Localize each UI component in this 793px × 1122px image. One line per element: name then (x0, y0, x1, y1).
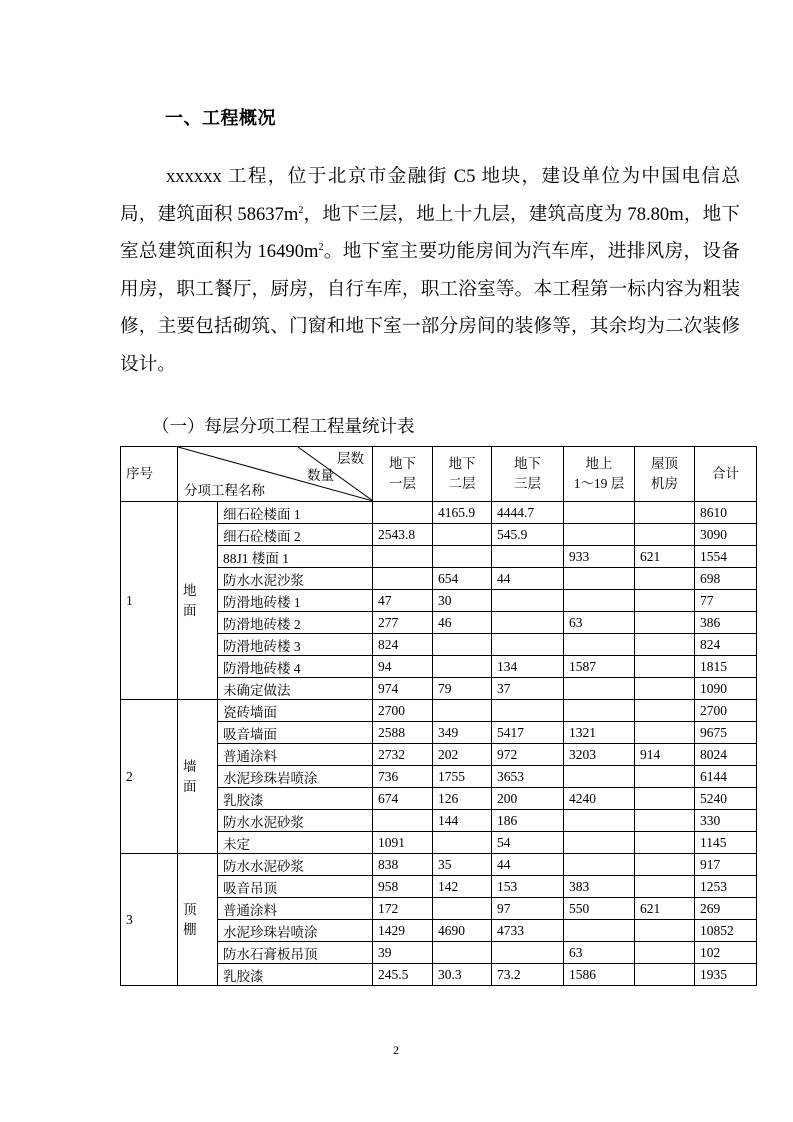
quantity-cell: 972 (492, 744, 564, 766)
quantity-cell: 30 (433, 590, 492, 612)
group-seq: 2 (121, 700, 178, 854)
quantity-cell (635, 612, 695, 634)
quantity-cell: 621 (635, 898, 695, 920)
quantity-cell (492, 590, 564, 612)
total-cell: 2700 (695, 700, 757, 722)
total-cell: 77 (695, 590, 757, 612)
quantity-cell (433, 524, 492, 546)
quantity-cell: 245.5 (373, 964, 433, 986)
item-name-cell: 细石砼楼面 1 (218, 502, 373, 524)
header-total: 合计 (695, 447, 757, 502)
item-name-cell: 防滑地砖楼 3 (218, 634, 373, 656)
quantity-cell (373, 546, 433, 568)
superscript: 2 (318, 242, 324, 254)
paragraph-text-3: 。地下室主要功能房间为汽车库，进排风房，设备用房，职工餐厅，厨房，自行车库，职工浴室等。本工程第一标内容为粗装修，主要包括砌筑、门窗和地下室一部分房间的装修等，其余均为二次装修设计。 (120, 241, 740, 375)
table-row (121, 854, 757, 876)
quantity-cell (635, 854, 695, 876)
item-name-cell: 防水水泥沙浆 (218, 568, 373, 590)
quantity-cell (635, 568, 695, 590)
quantity-cell: 933 (564, 546, 635, 568)
item-name-cell: 防滑地砖楼 2 (218, 612, 373, 634)
quantity-cell: 153 (492, 876, 564, 898)
quantity-cell (635, 832, 695, 854)
quantity-cell: 736 (373, 766, 433, 788)
quantity-cell: 2543.8 (373, 524, 433, 546)
quantity-cell (492, 546, 564, 568)
quantity-cell (635, 502, 695, 524)
quantity-cell (564, 634, 635, 656)
quantity-cell: 349 (433, 722, 492, 744)
header-b3: 地下 三层 (492, 447, 564, 502)
quantity-cell: 838 (373, 854, 433, 876)
superscript: 2 (298, 204, 304, 216)
quantity-cell (373, 568, 433, 590)
total-cell: 5240 (695, 788, 757, 810)
quantity-cell: 1091 (373, 832, 433, 854)
item-name-cell: 细石砼楼面 2 (218, 524, 373, 546)
quantity-cell: 1586 (564, 964, 635, 986)
quantity-cell: 44 (492, 568, 564, 590)
quantity-cell: 63 (564, 612, 635, 634)
total-cell: 8610 (695, 502, 757, 524)
quantity-cell (433, 546, 492, 568)
item-name-cell: 88J1 楼面 1 (218, 546, 373, 568)
quantity-cell (635, 810, 695, 832)
quantity-cell (492, 612, 564, 634)
quantity-cell: 4690 (433, 920, 492, 942)
quantity-cell: 2732 (373, 744, 433, 766)
quantity-cell: 35 (433, 854, 492, 876)
quantity-cell: 3203 (564, 744, 635, 766)
quantity-cell: 30.3 (433, 964, 492, 986)
header-b2: 地下 二层 (433, 447, 492, 502)
quantity-cell: 958 (373, 876, 433, 898)
quantity-cell (635, 788, 695, 810)
overview-paragraph (120, 158, 740, 384)
quantity-cell: 974 (373, 678, 433, 700)
quantity-cell (564, 502, 635, 524)
quantity-cell: 97 (492, 898, 564, 920)
header-roof-machine-room: 屋顶 机房 (635, 447, 695, 502)
item-name-cell: 普通涂料 (218, 898, 373, 920)
quantity-cell: 1321 (564, 722, 635, 744)
item-name-cell: 防滑地砖楼 1 (218, 590, 373, 612)
quantity-cell (635, 524, 695, 546)
total-cell: 917 (695, 854, 757, 876)
total-cell: 3090 (695, 524, 757, 546)
quantity-cell: 383 (564, 876, 635, 898)
quantity-cell (492, 634, 564, 656)
total-cell: 9675 (695, 722, 757, 744)
quantity-cell: 94 (373, 656, 433, 678)
quantity-cell (635, 876, 695, 898)
total-cell: 1815 (695, 656, 757, 678)
quantity-cell (564, 832, 635, 854)
paragraph-text-1: xxxxxx 工程，位于北京市金融街 C5 地块，建设单位为中国电信总局，建筑面积 58637m (120, 166, 740, 225)
paragraph-text-2: ，地下三层，地上十九层，建筑高度为 78.80m，地下室总建筑面积为 16490m (120, 203, 740, 263)
header-item-name-label: 分项工程名称 (184, 483, 265, 498)
quantity-cell: 550 (564, 898, 635, 920)
group-category: 墙 面 (178, 700, 218, 854)
table-row (121, 700, 757, 722)
total-cell: 6144 (695, 766, 757, 788)
total-cell: 1090 (695, 678, 757, 700)
quantity-cell (635, 722, 695, 744)
quantity-cell: 824 (373, 634, 433, 656)
quantity-cell (492, 942, 564, 964)
table-header-row (121, 447, 757, 502)
quantity-cell (635, 590, 695, 612)
quantity-cell (373, 502, 433, 524)
quantity-cell: 545.9 (492, 524, 564, 546)
quantity-cell (635, 920, 695, 942)
item-name-cell: 防滑地砖楼 4 (218, 656, 373, 678)
header-b1: 地下 一层 (373, 447, 433, 502)
total-cell: 269 (695, 898, 757, 920)
quantity-cell: 172 (373, 898, 433, 920)
item-name-cell: 未确定做法 (218, 678, 373, 700)
quantity-cell: 4733 (492, 920, 564, 942)
quantity-cell: 5417 (492, 722, 564, 744)
total-cell: 1253 (695, 876, 757, 898)
quantity-cell (564, 854, 635, 876)
group-category: 地 面 (178, 502, 218, 700)
quantity-cell: 39 (373, 942, 433, 964)
quantity-cell: 144 (433, 810, 492, 832)
total-cell: 1554 (695, 546, 757, 568)
item-name-cell: 吸音墙面 (218, 722, 373, 744)
header-seq: 序号 (121, 447, 178, 502)
total-cell: 10852 (695, 920, 757, 942)
table-title: （一）每层分项工程工程量统计表 (152, 416, 415, 436)
item-name-cell: 瓷砖墙面 (218, 700, 373, 722)
total-cell: 102 (695, 942, 757, 964)
quantity-cell: 126 (433, 788, 492, 810)
total-cell: 8024 (695, 744, 757, 766)
quantity-cell: 3653 (492, 766, 564, 788)
item-name-cell: 水泥珍珠岩喷涂 (218, 766, 373, 788)
quantity-cell: 47 (373, 590, 433, 612)
quantity-cell (635, 678, 695, 700)
quantity-cell (564, 568, 635, 590)
group-category: 顶 棚 (178, 854, 218, 986)
quantity-cell: 63 (564, 942, 635, 964)
quantity-cell: 654 (433, 568, 492, 590)
header-quantity-label: 数量 (307, 468, 334, 483)
quantity-cell: 37 (492, 678, 564, 700)
total-cell: 1935 (695, 964, 757, 986)
quantity-cell (635, 766, 695, 788)
total-cell: 330 (695, 810, 757, 832)
quantity-cell: 4165.9 (433, 502, 492, 524)
group-seq: 1 (121, 502, 178, 700)
quantity-cell (564, 810, 635, 832)
quantity-cell: 914 (635, 744, 695, 766)
quantity-cell: 200 (492, 788, 564, 810)
section-heading: 一、工程概况 (165, 108, 276, 129)
item-name-cell: 乳胶漆 (218, 788, 373, 810)
quantity-cell: 2588 (373, 722, 433, 744)
total-cell: 824 (695, 634, 757, 656)
item-name-cell: 乳胶漆 (218, 964, 373, 986)
quantity-cell (635, 700, 695, 722)
item-name-cell: 普通涂料 (218, 744, 373, 766)
group-seq: 3 (121, 854, 178, 986)
quantity-cell (564, 678, 635, 700)
quantity-cell (433, 942, 492, 964)
quantity-cell (492, 700, 564, 722)
quantity-statistics-table (120, 446, 757, 986)
quantity-cell (635, 964, 695, 986)
table-row (121, 502, 757, 524)
quantity-cell: 186 (492, 810, 564, 832)
quantity-cell (635, 656, 695, 678)
total-cell: 698 (695, 568, 757, 590)
quantity-cell: 1429 (373, 920, 433, 942)
quantity-cell (564, 590, 635, 612)
quantity-cell: 46 (433, 612, 492, 634)
quantity-cell: 4240 (564, 788, 635, 810)
item-name-cell: 吸音吊顶 (218, 876, 373, 898)
quantity-cell: 1755 (433, 766, 492, 788)
quantity-cell: 674 (373, 788, 433, 810)
quantity-cell: 73.2 (492, 964, 564, 986)
quantity-cell (373, 810, 433, 832)
quantity-cell: 44 (492, 854, 564, 876)
item-name-cell: 防水水泥砂浆 (218, 854, 373, 876)
quantity-cell: 134 (492, 656, 564, 678)
header-floors-label: 层数 (337, 451, 364, 466)
quantity-cell (635, 634, 695, 656)
quantity-cell (564, 700, 635, 722)
quantity-cell (564, 920, 635, 942)
item-name-cell: 未定 (218, 832, 373, 854)
quantity-cell: 1587 (564, 656, 635, 678)
total-cell: 1145 (695, 832, 757, 854)
quantity-cell (433, 832, 492, 854)
page-number: 2 (393, 1043, 399, 1057)
quantity-cell: 621 (635, 546, 695, 568)
item-name-cell: 水泥珍珠岩喷涂 (218, 920, 373, 942)
quantity-cell: 142 (433, 876, 492, 898)
quantity-cell (433, 898, 492, 920)
item-name-cell: 防水石膏板吊顶 (218, 942, 373, 964)
total-cell: 386 (695, 612, 757, 634)
quantity-cell: 54 (492, 832, 564, 854)
header-above-ground: 地上 1～19 层 (564, 447, 635, 502)
quantity-cell (635, 942, 695, 964)
header-diagonal-cell (178, 447, 373, 502)
quantity-cell (564, 524, 635, 546)
quantity-cell: 4444.7 (492, 502, 564, 524)
quantity-cell: 277 (373, 612, 433, 634)
quantity-cell: 2700 (373, 700, 433, 722)
quantity-cell (433, 700, 492, 722)
quantity-cell (564, 766, 635, 788)
item-name-cell: 防水水泥砂浆 (218, 810, 373, 832)
quantity-cell (433, 656, 492, 678)
quantity-cell: 202 (433, 744, 492, 766)
quantity-cell: 79 (433, 678, 492, 700)
quantity-cell (433, 634, 492, 656)
